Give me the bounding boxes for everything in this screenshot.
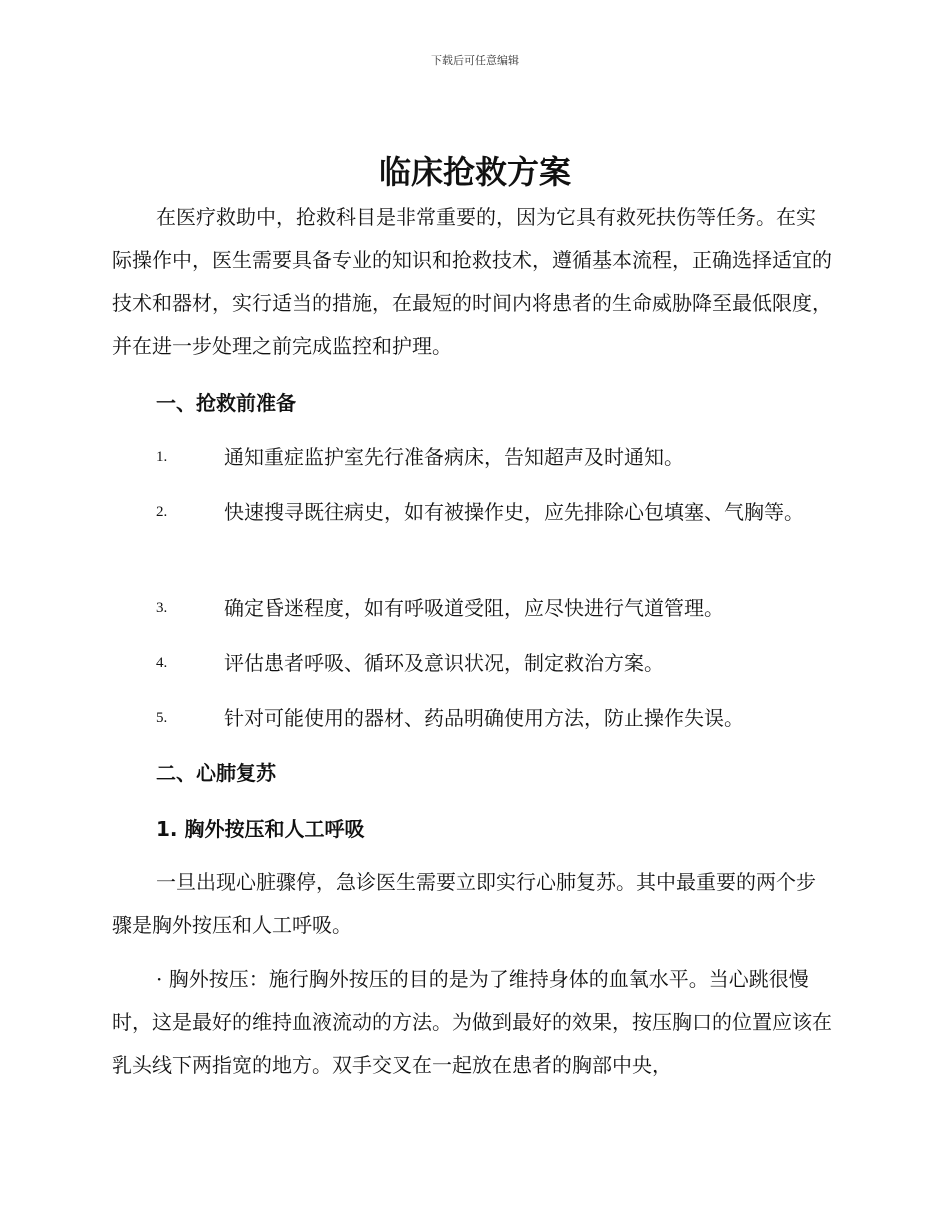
list-item-text: 通知重症监护室先行准备病床，告知超声及时通知。	[224, 445, 684, 469]
list-item-number: 5.	[156, 710, 168, 726]
list-item	[112, 436, 832, 479]
list-item-text: 针对可能使用的器材、药品明确使用方法，防止操作失误。	[224, 706, 744, 730]
list-item	[112, 697, 832, 740]
list-item-number: 1.	[156, 449, 168, 465]
list-item	[112, 491, 832, 534]
list-item-number: 3.	[156, 600, 168, 616]
page-header: 下载后可任意编辑	[431, 54, 519, 67]
list-item-text: 快速搜寻既往病史，如有被操作史，应先排除心包填塞、气胸等。	[224, 500, 804, 524]
section-heading-cpr: 二、心肺复苏	[156, 761, 276, 785]
subsection-heading: 1. 胸外按压和人工呼吸	[156, 817, 365, 841]
list-item	[112, 642, 832, 685]
list-item-text: 确定昏迷程度，如有呼吸道受阻，应尽快进行气道管理。	[224, 596, 724, 620]
list-item-number: 2.	[156, 504, 168, 520]
list-item	[112, 587, 832, 630]
list-item-number: 4.	[156, 655, 168, 671]
list-item-text: 评估患者呼吸、循环及意识状况，制定救治方案。	[224, 651, 664, 675]
chest-compression-paragraph: · 胸外按压：施行胸外按压的目的是为了维持身体的血氧水平。当心跳很慢时，这是最好的维持血液流动的方法。为做到最好的效果，按压胸口的位置应该在乳头线下两指宽的地方。双手交叉在一起放在患者的胸部中央，	[112, 967, 832, 1077]
section-heading-preparation: 一、抢救前准备	[156, 391, 296, 415]
intro-paragraph: 在医疗救助中，抢救科目是非常重要的，因为它具有救死扶伤等任务。在实际操作中，医生需要具备专业的知识和抢救技术，遵循基本流程，正确选择适宜的技术和器材，实行适当的措施，在最短的时间内将患者的生命威胁降至最低限度，并在进一步处理之前完成监控和护理。	[112, 205, 832, 358]
document-title: 临床抢救方案	[378, 153, 571, 191]
cpr-paragraph: 一旦出现心脏骤停，急诊医生需要立即实行心肺复苏。其中最重要的两个步骤是胸外按压和人工呼吸。	[112, 870, 816, 937]
